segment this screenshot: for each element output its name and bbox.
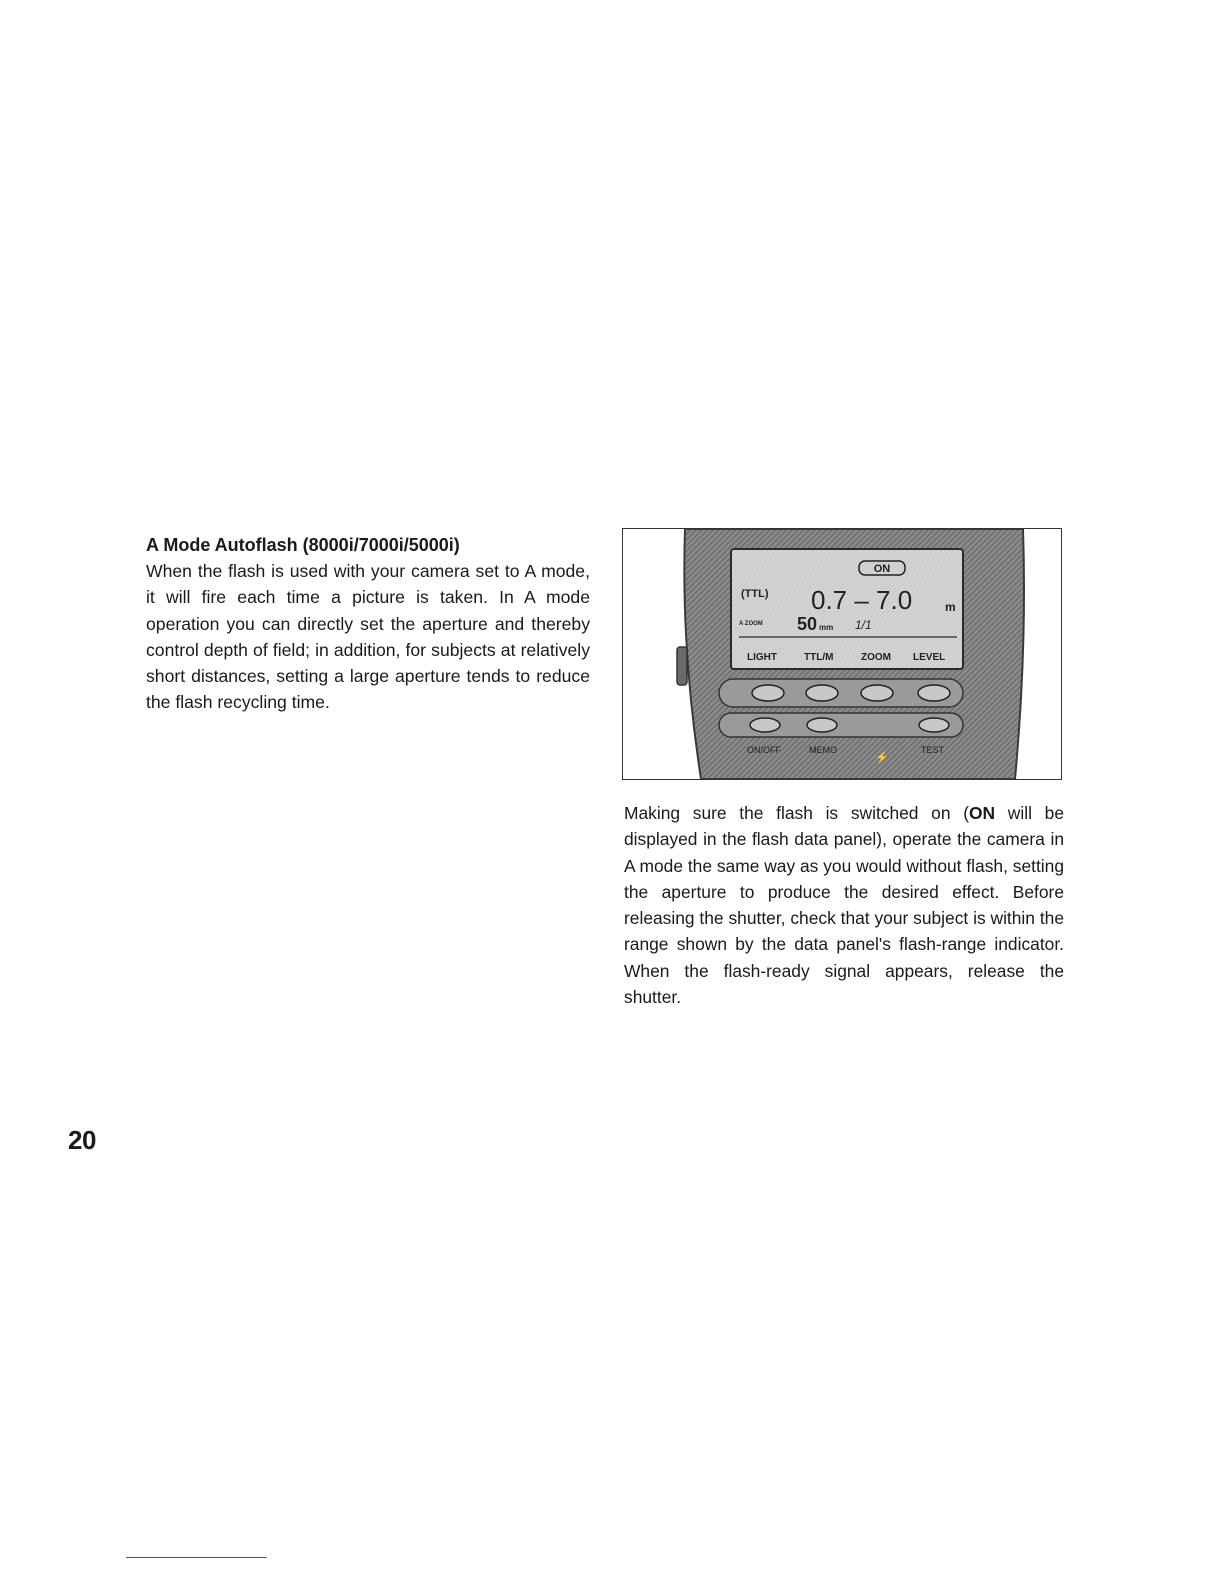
right-paragraph-start: Making sure the flash is switched on ( <box>624 803 970 823</box>
on-indicator-label: ON <box>873 563 891 575</box>
light-button-label: LIGHT <box>747 652 777 663</box>
page-number: 20 <box>68 1125 96 1155</box>
left-column <box>146 532 590 716</box>
section-heading: A Mode Autoflash (8000i/7000i/5000i) <box>146 535 460 555</box>
zoom-unit: mm <box>819 623 834 632</box>
on-off-button[interactable] <box>750 718 780 732</box>
memo-button[interactable] <box>807 718 837 732</box>
ttl-label: (TTL) <box>741 588 769 600</box>
memo-label: MEMO <box>809 745 837 755</box>
light-button[interactable] <box>752 685 784 701</box>
zoom-value: 50 <box>797 614 818 634</box>
on-keyword: ON <box>969 803 996 823</box>
test-button[interactable] <box>919 718 949 732</box>
flash-range-value: 0.7 – 7.0 <box>811 585 913 615</box>
level-button-label: LEVEL <box>913 652 946 663</box>
right-column <box>624 800 1064 1010</box>
side-knob <box>677 647 687 685</box>
footer-rule <box>126 1557 267 1558</box>
level-ratio: 1/1 <box>855 618 872 632</box>
right-paragraph-rest: will be displayed in the flash data panel), operate the camera in A mode the same way as you would without flash, setting the aperture to produce the desired effect. Before releasing the shutter, check that your subject is within the range shown by the data panel's flash-range indicator. When the flash-ready signal appears, release the shutter. <box>624 803 1064 1008</box>
flash-unit-illustration <box>623 529 1061 779</box>
ttl-m-button-label: TTL/M <box>804 652 834 663</box>
test-label: TEST <box>921 745 945 755</box>
left-paragraph: When the flash is used with your camera set to A mode, it will fire each time a picture is taken. In A mode operation you can directly set the aperture and thereby control depth of field; in addition, for subjects at relatively short distances, setting a large aperture tends to reduce the flash recycling time. <box>146 561 590 713</box>
zoom-button[interactable] <box>861 685 893 701</box>
on-off-label: ON/OFF <box>747 745 781 755</box>
right-paragraph <box>624 800 1064 1010</box>
level-button[interactable] <box>918 685 950 701</box>
ttl-m-button[interactable] <box>806 685 838 701</box>
flash-range-unit: m <box>945 600 956 614</box>
zoom-button-label: ZOOM <box>861 652 891 663</box>
flash-data-panel-figure <box>622 528 1062 780</box>
zoom-mode-label: A ZOOM <box>739 621 763 627</box>
flash-ready-icon: ⚡ <box>875 752 889 764</box>
